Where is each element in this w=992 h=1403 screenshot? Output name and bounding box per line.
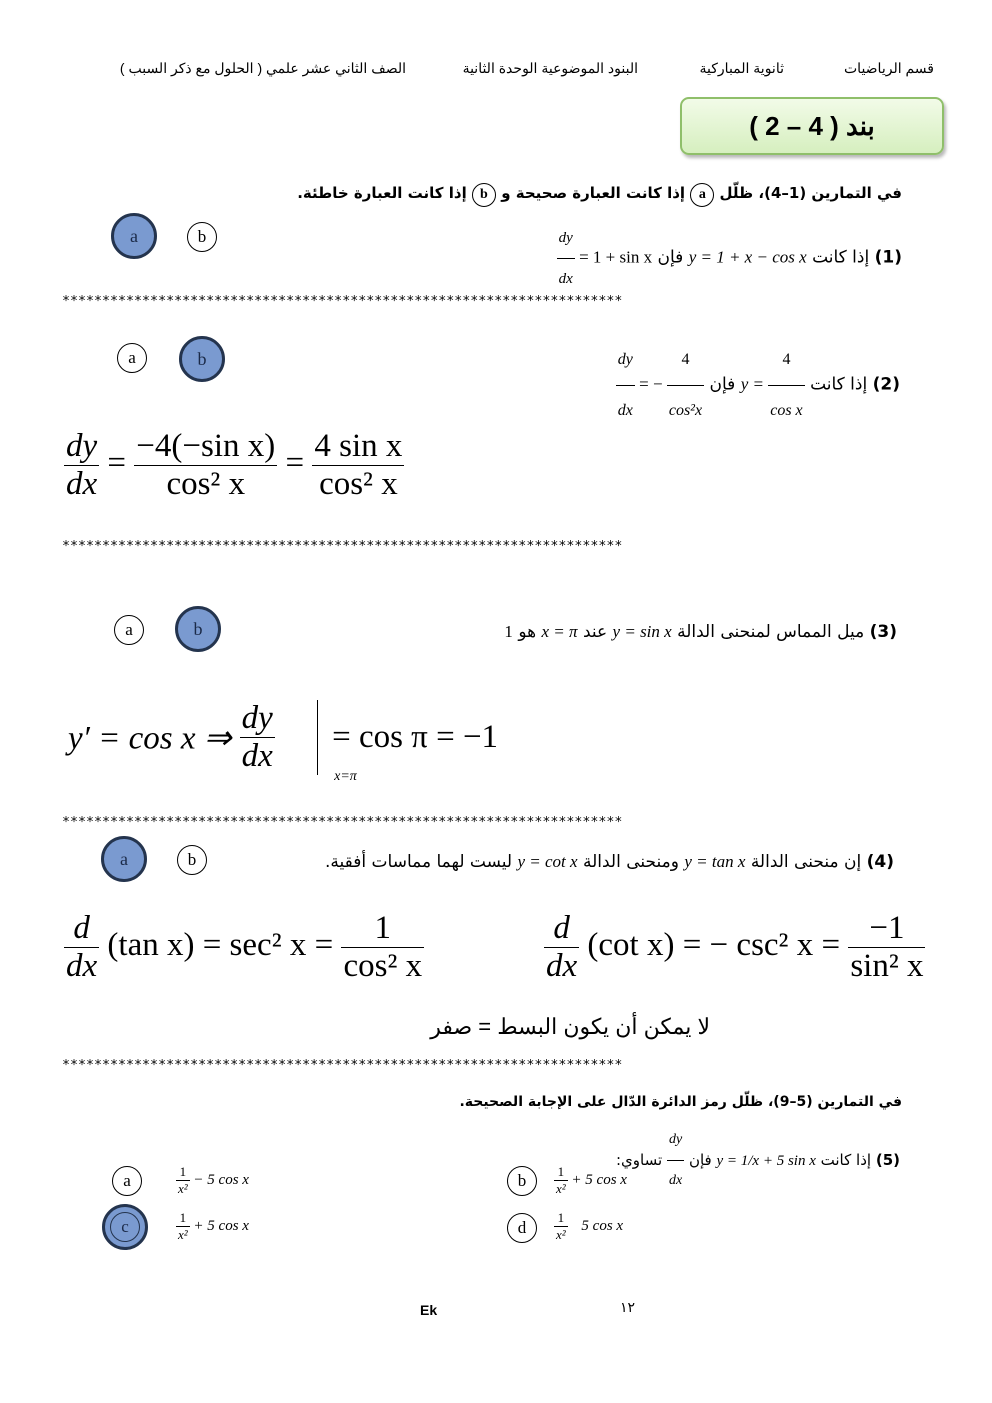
q3-option-a[interactable]: a (114, 615, 144, 645)
q3-statement: (3) ميل المماس لمنحنى الدالة y = sin x عند x = π هو 1 (504, 622, 897, 642)
q1-option-b[interactable]: b (187, 222, 217, 252)
q4-statement: (4) إن منحنى الدالة y = tan x ومنحنى الدالة y = cot x ليست لهما مماسات أفقية. (325, 852, 894, 872)
section-title: بند ( 4 – 2 ) (680, 97, 944, 155)
q5-option-a-text: $\frac{1}{\text{x²}}$ − 5 cos x (178, 1164, 249, 1196)
divider-3: ********************************************************************** (62, 815, 623, 830)
q5-option-b[interactable]: b (507, 1166, 537, 1196)
divider-2: ********************************************************************** (62, 539, 623, 554)
page-number: ١٢ (620, 1300, 636, 1316)
divider-1: ********************************************************************** (62, 294, 623, 309)
q5-option-d[interactable]: d (507, 1213, 537, 1243)
header-school: ثانوية المباركية (699, 60, 784, 76)
q5-option-c-selected[interactable]: c (102, 1204, 148, 1250)
q4-note: لا يمكن أن يكون البسط = صفر (430, 1014, 710, 1039)
q1-statement: (1) إذا كانت y = 1 + x − cos x فإن $\frac{dy}{dx}$ = 1 + sin x (557, 218, 902, 258)
q4-option-b[interactable]: b (177, 845, 207, 875)
footer-left: Ek (420, 1302, 438, 1318)
q2-option-a[interactable]: a (117, 343, 147, 373)
instructions-1: في التمارين (1–4)، ظلّل a إذا كانت العبارة صحيحة و b إذا كانت العبارة خاطئة. (297, 180, 902, 206)
header-grade: الصف الثاني عشر علمي ( الحلول مع ذكر السبب ) (119, 60, 406, 76)
instructions-2: في التمارين (5–9)، ظلّل رمز الدائرة الدّال على الإجابة الصحيحة. (459, 1094, 902, 1110)
option-b-sample: b (472, 183, 496, 207)
header-dept: قسم الرياضيات (844, 60, 934, 76)
q4-solution-cot: $\frac{d}{dx}$ (cot x) = − csc² x = $\frac{-1}{\text{sin² x}}$ (546, 910, 924, 984)
q3-solution: y′ = cos x ⇒ $\frac{dy}{dx}$ x=π = cos π = −1 (68, 700, 499, 784)
q3-option-b-selected[interactable]: b (175, 606, 221, 652)
q4-option-a-selected[interactable]: a (101, 836, 147, 882)
q2-statement: (2) إذا كانت y = $\frac{4}{\text{cos x}}$ فإن $\frac{dy}{dx}$ = − $\frac{4}{\text{cos²x}}$ (616, 335, 900, 385)
q2-option-b-selected[interactable]: b (179, 336, 225, 382)
q5-option-a[interactable]: a (112, 1166, 142, 1196)
q4-solution-tan: $\frac{d}{dx}$ (tan x) = sec² x = $\frac{1}{\text{cos² x}}$ (66, 910, 423, 984)
q1-option-a-selected[interactable]: a (111, 213, 157, 259)
q2-solution: $\frac{dy}{dx}$ = $\frac{\text{−4(−sin x)}}{\text{cos² x}}$ = $\frac{\text{4 sin x}}{\text{cos² x}}$ (66, 428, 403, 502)
divider-4: ********************************************************************** (62, 1058, 623, 1073)
header-unit: البنود الموضوعية الوحدة الثانية (462, 60, 638, 76)
option-a-sample: a (690, 183, 714, 207)
q5-option-d-text: $\frac{1}{\text{x²}}$ 5 cos x (556, 1210, 624, 1242)
q5-statement: (5) إذا كانت y = 1/x + 5 sin x فإن $\frac{dy}{dx}$ تساوي: (616, 1120, 900, 1160)
q5-option-b-text: $\frac{1}{\text{x²}}$ + 5 cos x (556, 1164, 627, 1196)
q5-option-c-text: $\frac{1}{\text{x²}}$ + 5 cos x (178, 1210, 249, 1242)
